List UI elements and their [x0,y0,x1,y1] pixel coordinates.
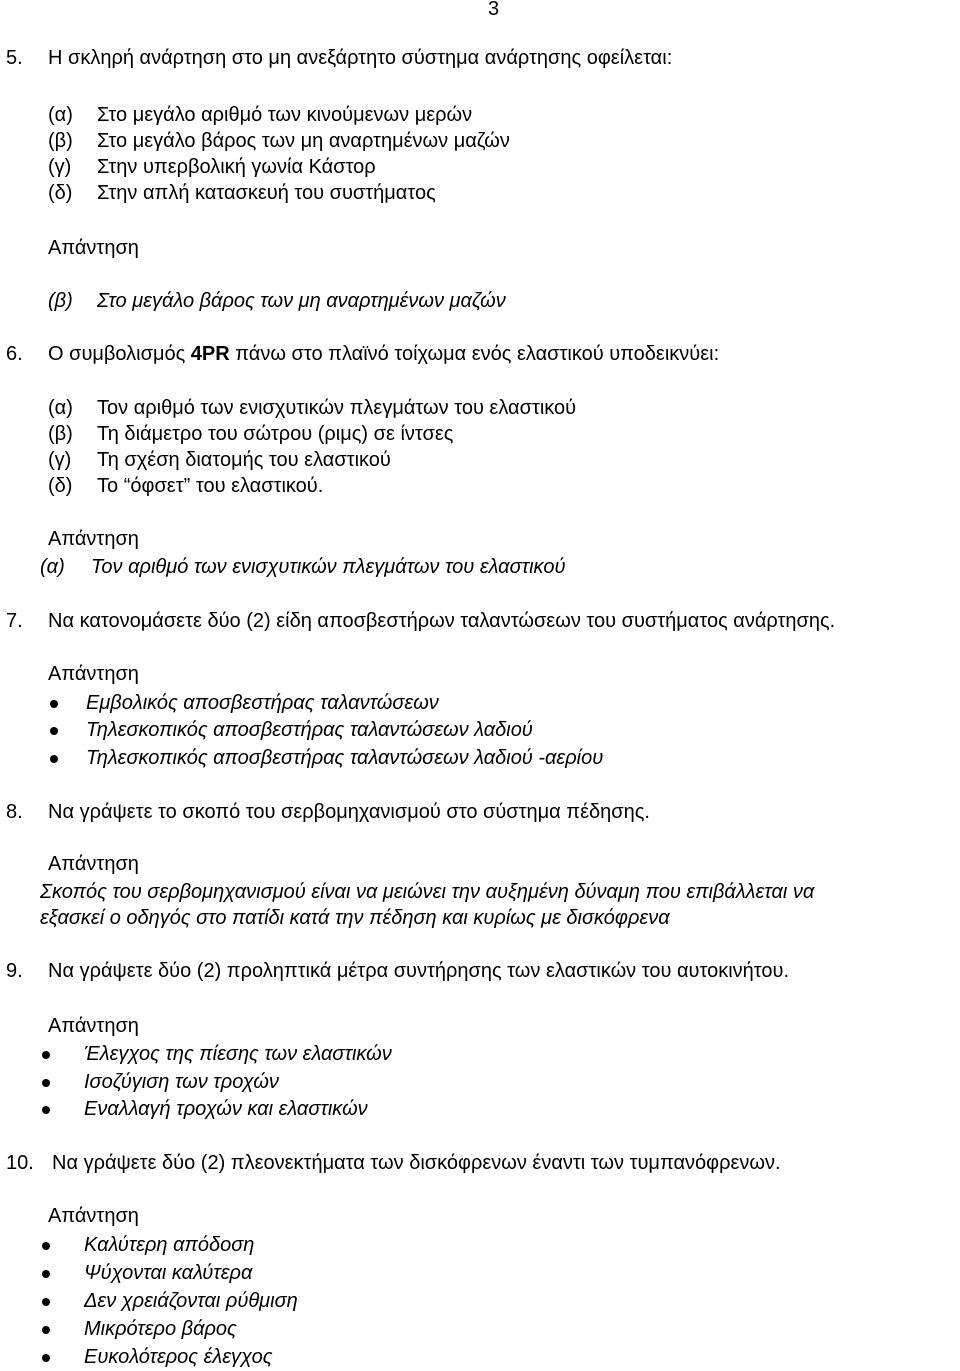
answer-label: Απάντηση [48,853,139,875]
option-text: Το “όφσετ” του ελαστικού. [97,475,324,497]
question-text: Να κατονομάσετε δύο (2) είδη αποσβεστήρων ταλαντώσεων του συστήματος ανάρτησης. [48,610,836,632]
bullet-icon [42,1242,50,1250]
question-text [48,342,719,366]
bullet-icon [42,1051,50,1059]
bullet-icon [50,755,58,763]
option-label: (β) [48,423,73,445]
bullet-icon [42,1079,50,1087]
answer-item: Έλεγχος της πίεσης των ελαστικών [84,1043,392,1065]
option-text: Τη σχέση διατομής του ελαστικού [97,449,391,471]
question-number: 9. [6,960,23,982]
question-text-part: πάνω στο πλαϊνό τοίχωμα ενός ελαστικού υποδεικνύει: [229,343,720,365]
question-number: 6. [6,343,23,365]
bullet-icon [50,727,58,735]
option-label: (α) [48,397,73,419]
option-label: (α) [48,104,73,126]
answer-option-label: (α) [40,556,65,578]
answer-item: Εμβολικός αποσβεστήρας ταλαντώσεων [86,692,439,714]
answer-option-label: (β) [48,290,73,312]
answer-item: Ισοζύγιση των τροχών [84,1071,279,1093]
answer-label: Απάντηση [48,663,139,685]
question-number: 7. [6,610,23,632]
option-text: Στην απλή κατασκευή του συστήματος [97,182,436,204]
tire-code: 4PR [190,343,230,365]
answer-item: Εναλλαγή τροχών και ελαστικών [84,1098,368,1120]
answer-item: Τηλεσκοπικός αποσβεστήρας ταλαντώσεων λαδιού [86,719,533,741]
answer-line: Σκοπός του σερβομηχανισμού είναι να μειώνει την αυξημένη δύναμη που επιβάλλεται να [40,881,815,903]
question-text: Να γράψετε δύο (2) προληπτικά μέτρα συντήρησης των ελαστικών του αυτοκινήτου. [48,960,790,982]
option-label: (γ) [48,449,72,471]
question-text: Η σκληρή ανάρτηση στο μη ανεξάρτητο σύστημα ανάρτησης οφείλεται: [48,47,673,69]
option-text: Τον αριθμό των ενισχυτικών πλεγμάτων του ελαστικού [97,397,577,419]
answer-item: Καλύτερη απόδοση [84,1234,255,1256]
question-number: 8. [6,801,23,823]
bullet-icon [42,1270,50,1278]
option-text: Στο μεγάλο αριθμό των κινούμενων μερών [97,104,473,126]
option-label: (γ) [48,156,72,178]
page-number: 3 [488,0,500,20]
answer-label: Απάντηση [48,528,139,550]
option-label: (δ) [48,182,73,204]
bullet-icon [42,1106,50,1114]
bullet-icon [42,1326,50,1334]
bullet-icon [42,1298,50,1306]
bullet-icon [50,700,58,708]
option-text: Τη διάμετρο του σώτρου (ριμς) σε ίντσες [97,423,454,445]
answer-text: Τον αριθμό των ενισχυτικών πλεγμάτων του ελαστικού [91,556,566,578]
answer-item: Ευκολότερος έλεγχος [84,1346,273,1368]
option-label: (δ) [48,475,73,497]
question-number: 10. [6,1152,34,1174]
answer-item: Ψύχονται καλύτερα [84,1262,253,1284]
option-label: (β) [48,130,73,152]
question-text-part: Ο συμβολισμός [48,343,191,365]
question-text: Να γράψετε το σκοπό του σερβομηχανισμού στο σύστημα πέδησης. [48,801,650,823]
answer-label: Απάντηση [48,237,139,259]
answer-label: Απάντηση [48,1015,139,1037]
answer-item: Τηλεσκοπικός αποσβεστήρας ταλαντώσεων λαδιού -αερίου [86,747,604,769]
question-text: Να γράψετε δύο (2) πλεονεκτήματα των δισκόφρενων έναντι των τυμπανόφρενων. [52,1152,781,1174]
bullet-icon [42,1354,50,1362]
answer-text: Στο μεγάλο βάρος των μη αναρτημένων μαζών [97,290,506,312]
answer-label: Απάντηση [48,1205,139,1227]
answer-item: Μικρότερο βάρος [84,1318,237,1340]
option-text: Στην υπερβολική γωνία Κάστορ [97,156,376,178]
question-number: 5. [6,47,23,69]
option-text: Στο μεγάλο βάρος των μη αναρτημένων μαζών [97,130,510,152]
answer-item: Δεν χρειάζονται ρύθμιση [84,1290,298,1312]
answer-line: εξασκεί ο οδηγός στο πατίδι κατά την πέδηση και κυρίως με δισκόφρενα [40,907,670,929]
